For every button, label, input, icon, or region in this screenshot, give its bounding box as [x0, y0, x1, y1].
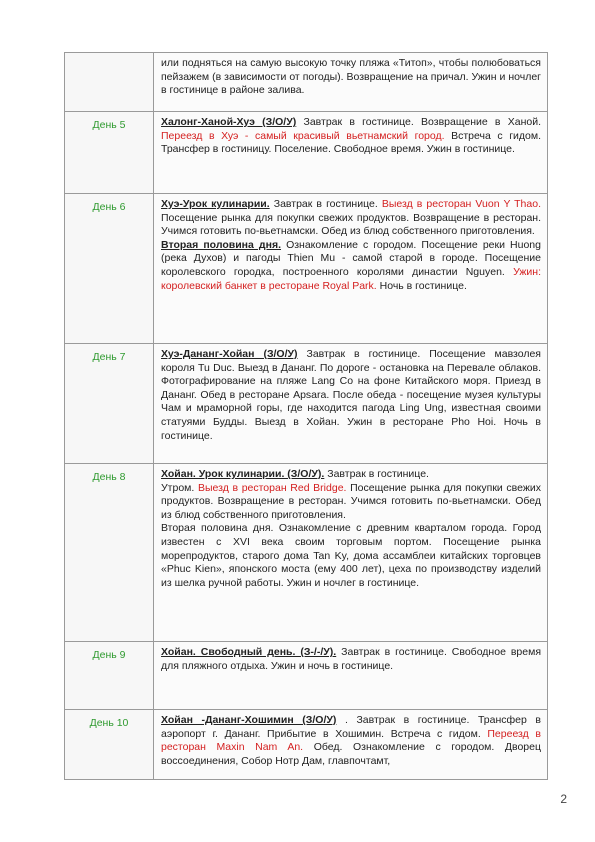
description-paragraph [161, 116, 541, 157]
day-title: Хойан. Урок кулинарии. (З/О/У). [161, 468, 325, 480]
highlight-text: Переезд в Хуэ - самый красивый вьетнамский город. [161, 129, 445, 142]
body-text: Вторая половина дня. Ознакомление с древним кварталом города. Город известен с XVI века своим торговым портом. Посещение рынка морепродуктов, старого дома Tan Ky, дома ассамблеи китайских торговцев «Phuc Kien», японского моста (ему 400 лет), цеха по производству изделий из шелка ручной работы. Ужин и ночлег в гостинице. [161, 522, 541, 589]
day-title: Хуэ-Урок кулинарии. [161, 198, 270, 210]
day-description [154, 464, 548, 642]
itinerary-row [65, 642, 548, 710]
body-text: . Завтрак в гостинице. Трансфер в аэропорт г. Дананг. Прибытие в Хошимин. Встреча с гидом. [161, 714, 541, 740]
body-text: Завтрак в гостинице. [269, 198, 382, 210]
day-label: День 5 [65, 112, 154, 194]
body-text: Завтрак в гостинице. Посещение мавзолея короля Tu Duc. Выезд в Дананг. По дороге - остановка на Перевале облаков. Фотографирование на пляже Lang Co на фоне Китайского моря. Приезд в Дананг. Обед в ресторане Apsara. После обеда - посещение музея культуры Чам и мраморной горы, где находится пагода Ling Ung, известная своими статуями Будды. Выезд в Хойан. Ужин в ресторане Pho Hoi. Ночь в гостинице. [161, 348, 541, 442]
itinerary-row [65, 112, 548, 194]
day-description [154, 344, 548, 464]
day-description [154, 194, 548, 344]
itinerary-row [65, 53, 548, 112]
day-label [65, 53, 154, 112]
body-text: Посещение рынка для покупки свежих продуктов. Возвращение в ресторан. Учимся готовить по-вьетнамски. Обед из блюд собственного приготовления. [161, 481, 542, 521]
description-paragraph [161, 522, 541, 590]
description-paragraph [161, 57, 541, 98]
highlight-text: Выезд в ресторан Red Bridge. [197, 481, 347, 494]
body-text: Завтрак в гостинице. Свободное время для пляжного отдыха. Ужин и ночь в гостинице. [161, 646, 541, 672]
description-paragraph [161, 468, 541, 482]
day-title: Халонг-Ханой-Хуэ (З/О/У) [161, 116, 297, 128]
description-paragraph [161, 239, 541, 293]
description-paragraph [161, 198, 541, 239]
day-description [154, 710, 548, 780]
body-text: Завтрак в гостинице. Возвращение в Ханой. [296, 116, 541, 128]
description-paragraph [161, 646, 541, 673]
body-text: Завтрак в гостинице. [324, 468, 429, 480]
description-paragraph [161, 348, 541, 443]
day-description [154, 53, 548, 112]
day-description [154, 112, 548, 194]
day-label: День 10 [65, 710, 154, 780]
body-text: Обед. Ознакомление с городом. Дворец воссоединения, Собор Нотр Дам, главпочтамт, [161, 741, 541, 767]
itinerary-row [65, 464, 548, 642]
day-title: Хуэ-Дананг-Хойан (З/О/У) [161, 348, 298, 360]
day-description [154, 642, 548, 710]
body-text: Ночь в гостинице. [376, 279, 467, 292]
itinerary-row [65, 194, 548, 344]
body-text: Посещение рынка для покупки свежих продуктов. Возвращение в ресторан. Учимся готовить по-вьетнамски. Обед из блюд собственного приготовления. [161, 211, 541, 238]
body-text: Утром. [161, 481, 198, 494]
day-title: Вторая половина дня. [161, 238, 281, 251]
day-title: Хойан -Дананг-Хошимин (З/О/У) [161, 714, 337, 726]
body-text: Ознакомление с городом. Посещение реки Huong (река Духов) и пагоды Thien Mu - самой старой в городе. Посещение королевского городка, построенного королями династии Nguyen. [161, 238, 541, 278]
body-text: или подняться на самую высокую точку пляжа «Титоп», чтобы полюбоваться пейзажем (в зависимости от погоды). Возвращение на причал. Ужин и ночлег в гостинице в районе залива. [161, 57, 541, 97]
highlight-text: Ужин: королевский банкет в ресторане Royal Park. [161, 265, 541, 292]
highlight-text: Выезд в ресторан Vuon Y Thao. [381, 198, 541, 210]
body-text: Встреча с гидом. Трансфер в гостиницу. Поселение. Свободное время. Ужин в гостинице. [161, 129, 541, 156]
description-paragraph [161, 714, 541, 768]
description-paragraph [161, 482, 541, 523]
page-number: 2 [560, 792, 567, 806]
day-label: День 7 [65, 344, 154, 464]
day-title: Хойан. Свободный день. (З-/-/У). [161, 646, 337, 658]
day-label: День 8 [65, 464, 154, 642]
highlight-text: Переезд в ресторан Maxin Nam An. [161, 727, 541, 754]
itinerary-table [64, 52, 548, 780]
day-label: День 9 [65, 642, 154, 710]
day-label: День 6 [65, 194, 154, 344]
itinerary-row [65, 710, 548, 780]
itinerary-row [65, 344, 548, 464]
